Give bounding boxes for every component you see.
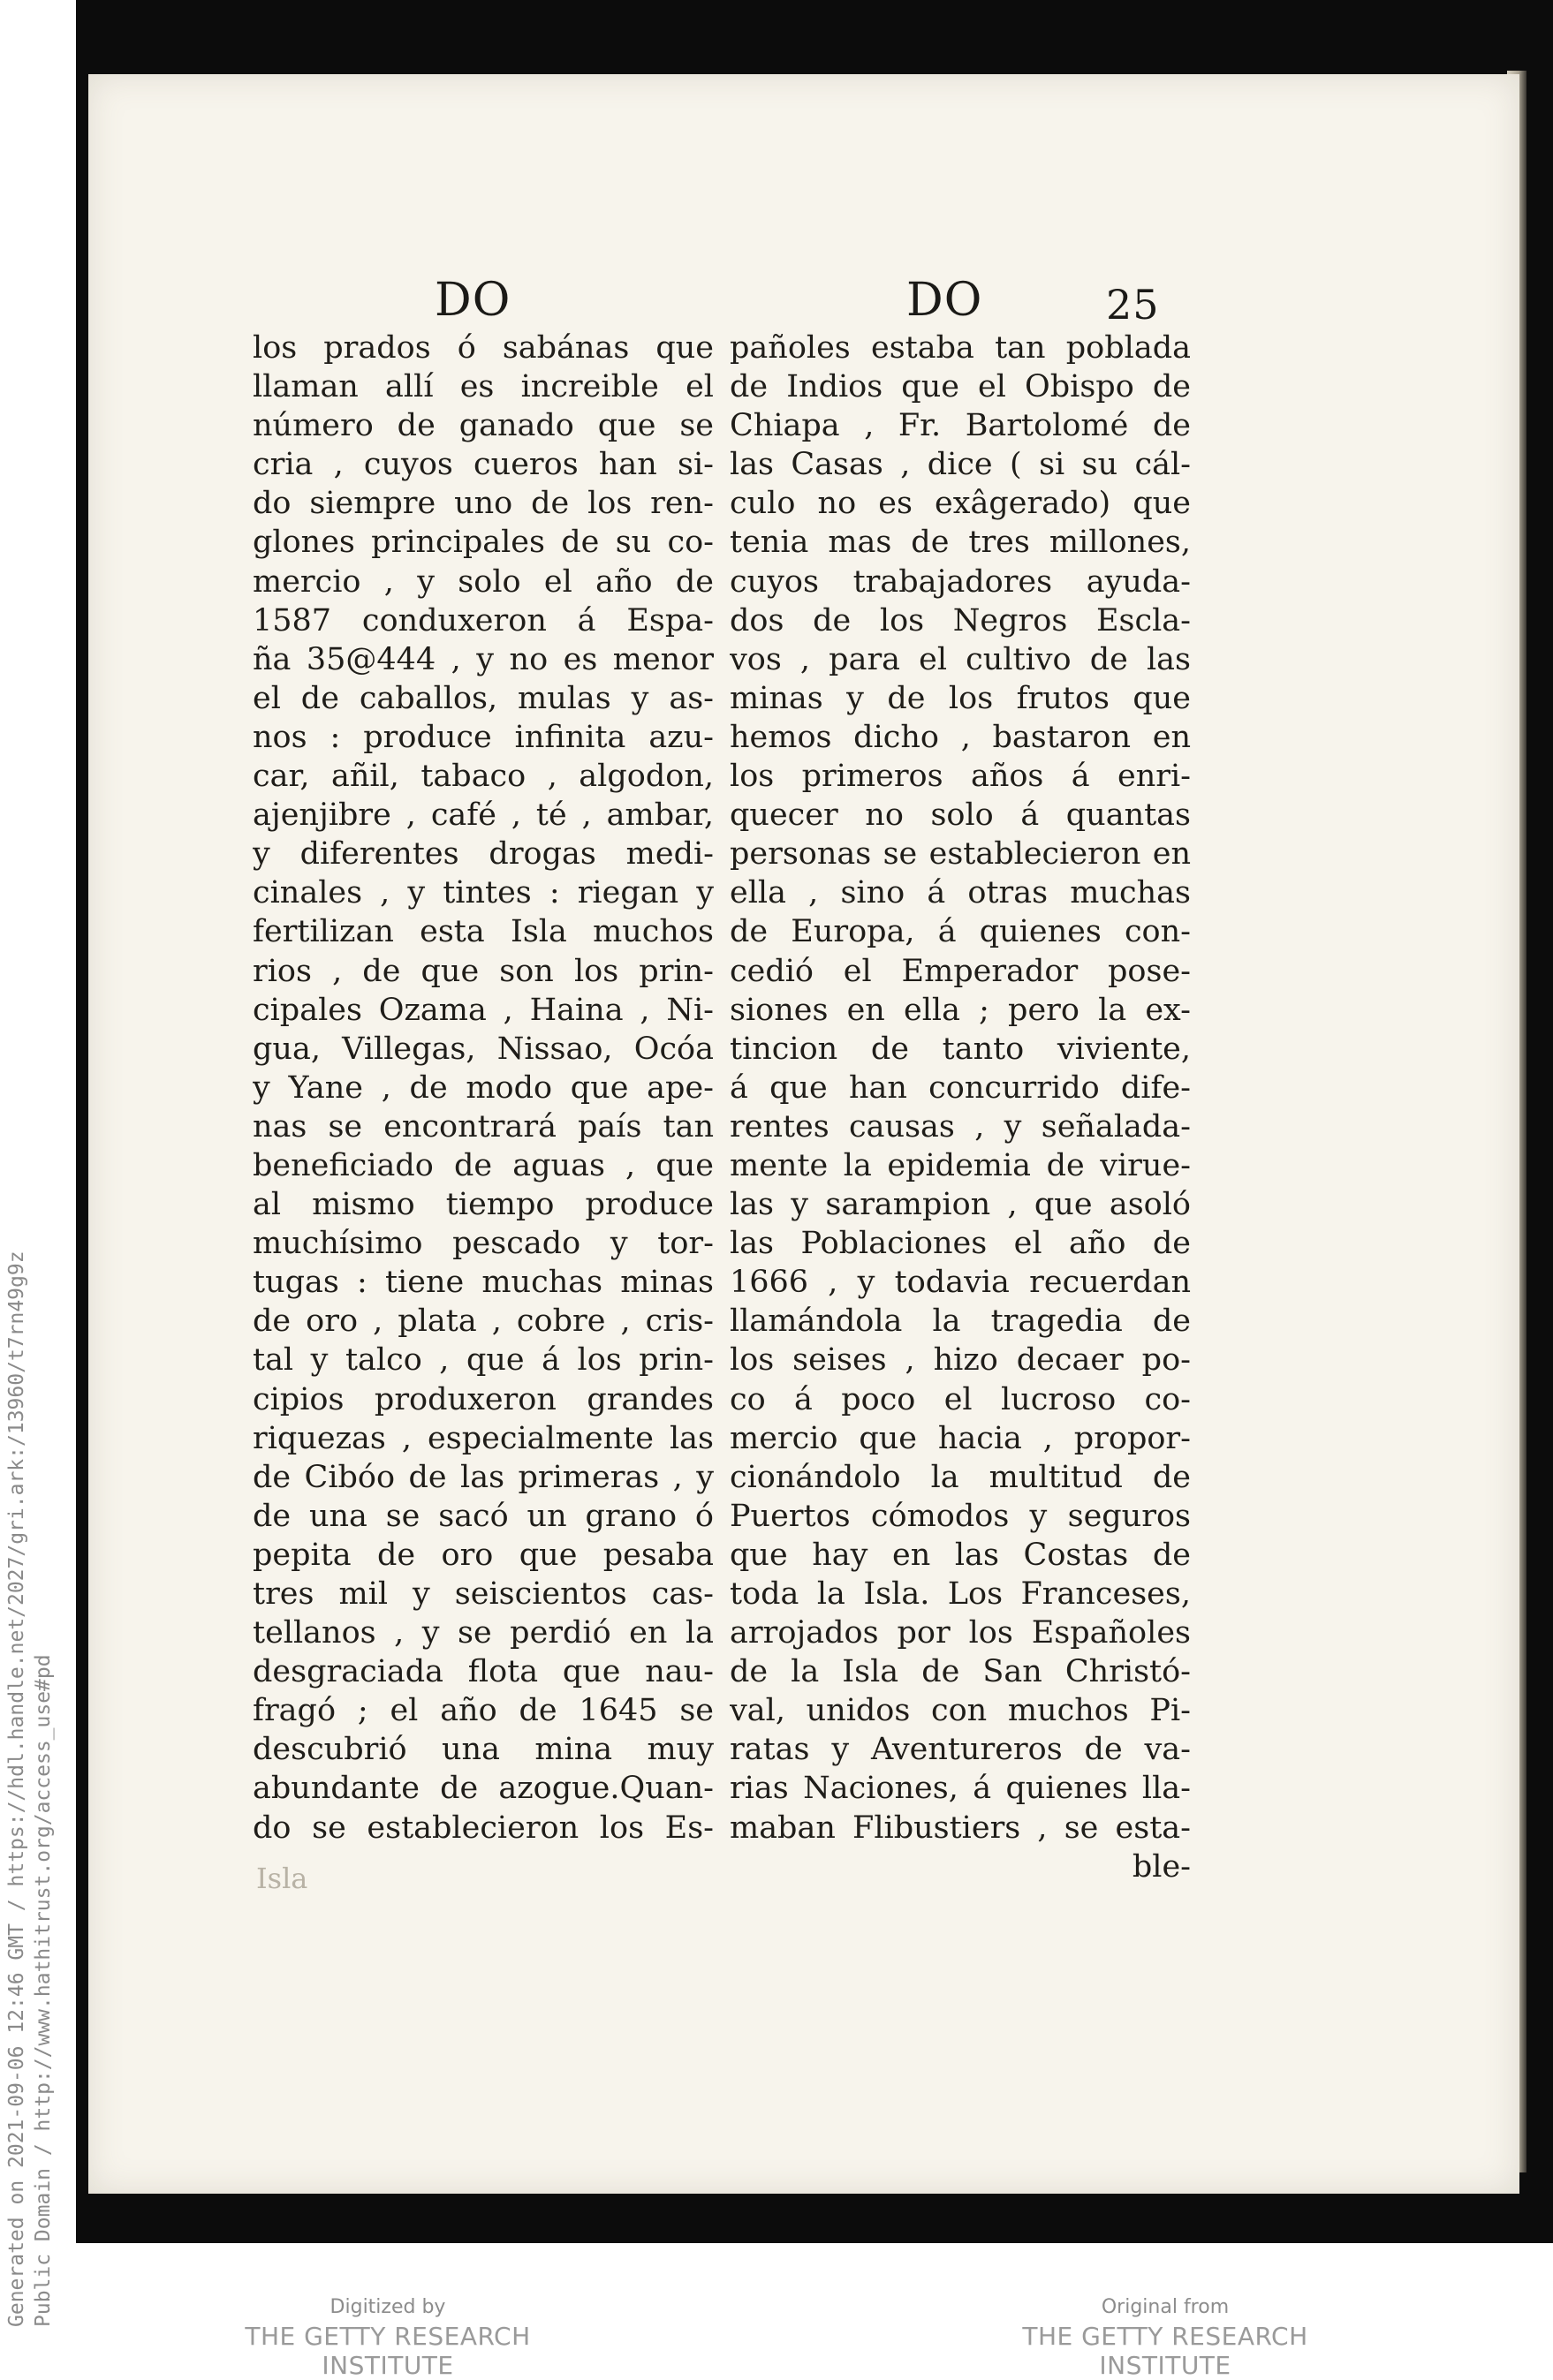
text-line: ratas y Aventureros de va-	[730, 1732, 1191, 1768]
right-text-column	[730, 329, 1191, 1886]
text-line: ajenjibre , café , té , ambar,	[253, 797, 714, 834]
text-line: beneficiado de aguas , que	[253, 1147, 714, 1183]
text-line: quecer no solo á quantas	[730, 797, 1191, 834]
text-line: muchísimo pescado y tor-	[253, 1226, 714, 1262]
text-line: los prados ó sabánas que	[253, 330, 714, 366]
text-line: rios , de que son los prin-	[253, 953, 714, 989]
running-head-right: DO	[906, 274, 983, 327]
text-line: fertilizan esta Isla muchos	[253, 914, 714, 950]
text-line: que hay en las Costas de	[730, 1537, 1191, 1573]
text-line: fragó ; el año de 1645 se	[253, 1693, 714, 1729]
footer-original-from	[959, 2296, 1371, 2380]
text-line: y diferentes drogas medi-	[253, 836, 714, 873]
text-line: los seises , hizo decaer po-	[730, 1342, 1191, 1379]
text-line: cuyos trabajadores ayuda-	[730, 563, 1191, 600]
text-line: tres mil y seiscientos cas-	[253, 1576, 714, 1612]
bleed-through-catchword: Isla	[256, 1862, 308, 1895]
text-line: llamándola la tragedia de	[730, 1303, 1191, 1340]
text-line: tenia mas de tres millones,	[730, 525, 1191, 561]
text-line: nas se encontrará país tan	[253, 1108, 714, 1145]
text-line: las Casas , dice ( si su cál-	[730, 447, 1191, 483]
text-line: tellanos , y se perdió en la	[253, 1615, 714, 1651]
text-line: cedió el Emperador pose-	[730, 953, 1191, 989]
text-line: cipales Ozama , Haina , Ni-	[253, 992, 714, 1028]
text-line: vos , para el cultivo de las	[730, 641, 1191, 677]
hathitrust-stamp	[4, 1108, 92, 2327]
text-line: las Poblaciones el año de	[730, 1226, 1191, 1262]
text-line: cionándolo la multitud de	[730, 1459, 1191, 1495]
text-line: de Cibóo de las primeras , y	[253, 1459, 714, 1495]
text-line: descubrió una mina muy	[253, 1732, 714, 1768]
text-line: mercio que hacia , propor-	[730, 1420, 1191, 1456]
text-line: cipios produxeron grandes	[253, 1381, 714, 1417]
page-number: 25	[1106, 281, 1160, 329]
text-line: 1666 , y todavia recuerdan	[730, 1265, 1191, 1301]
text-line: llaman allí es increible el	[253, 369, 714, 405]
text-line: tal y talco , que á los prin-	[253, 1342, 714, 1379]
running-head-left: DO	[435, 274, 511, 327]
text-line: car, añil, tabaco , algodon,	[253, 759, 714, 795]
text-line: al mismo tiempo produce	[253, 1187, 714, 1223]
text-line: rias Naciones, á quienes lla-	[730, 1771, 1191, 1807]
text-line: y Yane , de modo que ape-	[253, 1069, 714, 1106]
text-line: ña 35@444 , y no es menor	[253, 641, 714, 677]
stamp-line-1: Generated on 2021-09-06 12:46 GMT / https://hdl.handle.net/2027/gri.ark:/13960/t7rn49g9z	[5, 1250, 28, 2327]
footer-right-institution: THE GETTY RESEARCH INSTITUTE	[1022, 2322, 1308, 2380]
text-line: siones en ella ; pero la ex-	[730, 992, 1191, 1028]
text-line: minas y de los frutos que	[730, 680, 1191, 716]
text-line: desgraciada flota que nau-	[253, 1654, 714, 1690]
text-line: cinales , y tintes : riegan y	[253, 875, 714, 911]
text-line: Puertos cómodos y seguros	[730, 1498, 1191, 1534]
text-line: mercio , y solo el año de	[253, 563, 714, 600]
text-line: rentes causas , y señalada-	[730, 1108, 1191, 1145]
stamp-line-2: Public Domain / http://www.hathitrust.org/access_use#pd	[32, 1654, 55, 2327]
text-line: ella , sino á otras muchas	[730, 875, 1191, 911]
text-line: tugas : tiene muchas minas	[253, 1265, 714, 1301]
text-line: pañoles estaba tan poblada	[730, 330, 1191, 366]
text-line: culo no es exâgerado) que	[730, 486, 1191, 522]
text-line: do siempre uno de los ren-	[253, 486, 714, 522]
text-line: co á poco el lucroso co-	[730, 1381, 1191, 1417]
text-line: hemos dicho , bastaron en	[730, 719, 1191, 755]
text-line: de Europa, á quienes con-	[730, 914, 1191, 950]
text-line: riquezas , especialmente las	[253, 1420, 714, 1456]
text-line: ble-	[1132, 1848, 1191, 1885]
text-line: número de ganado que se	[253, 408, 714, 444]
text-line: de Indios que el Obispo de	[730, 369, 1191, 405]
left-text-column	[253, 329, 714, 1847]
text-line: Chiapa , Fr. Bartolomé de	[730, 408, 1191, 444]
text-line: gua, Villegas, Nissao, Ocóa	[253, 1031, 714, 1067]
text-line: los primeros años á enri-	[730, 759, 1191, 795]
text-line: maban Flibustiers , se esta-	[730, 1810, 1191, 1846]
text-line: de oro , plata , cobre , cris-	[253, 1303, 714, 1340]
text-line: do se establecieron los Es-	[253, 1810, 714, 1846]
text-line: pepita de oro que pesaba	[253, 1537, 714, 1573]
text-line: de una se sacó un grano ó	[253, 1498, 714, 1534]
text-line: á que han concurrido dife-	[730, 1069, 1191, 1106]
text-line: 1587 conduxeron á Espa-	[253, 602, 714, 638]
footer-right-caption: Original from	[1101, 2296, 1230, 2318]
text-line: personas se establecieron en	[730, 836, 1191, 873]
text-line: el de caballos, mulas y as-	[253, 680, 714, 716]
text-line: glones principales de su co-	[253, 525, 714, 561]
text-line: cria , cuyos cueros han si-	[253, 447, 714, 483]
footer-left-caption: Digitized by	[330, 2296, 446, 2318]
text-line: toda la Isla. Los Franceses,	[730, 1576, 1191, 1612]
footer-digitized-by	[182, 2296, 594, 2380]
footer-left-institution: THE GETTY RESEARCH INSTITUTE	[245, 2322, 531, 2380]
text-line: tincion de tanto viviente,	[730, 1031, 1191, 1067]
text-line: val, unidos con muchos Pi-	[730, 1693, 1191, 1729]
text-line: mente la epidemia de virue-	[730, 1147, 1191, 1183]
text-line: las y sarampion , que asoló	[730, 1187, 1191, 1223]
text-line: nos : produce infinita azu-	[253, 719, 714, 755]
text-line: de la Isla de San Christó-	[730, 1654, 1191, 1690]
text-line: abundante de azogue.Quan-	[253, 1771, 714, 1807]
text-line: dos de los Negros Escla-	[730, 602, 1191, 638]
text-line: arrojados por los Españoles	[730, 1615, 1191, 1651]
